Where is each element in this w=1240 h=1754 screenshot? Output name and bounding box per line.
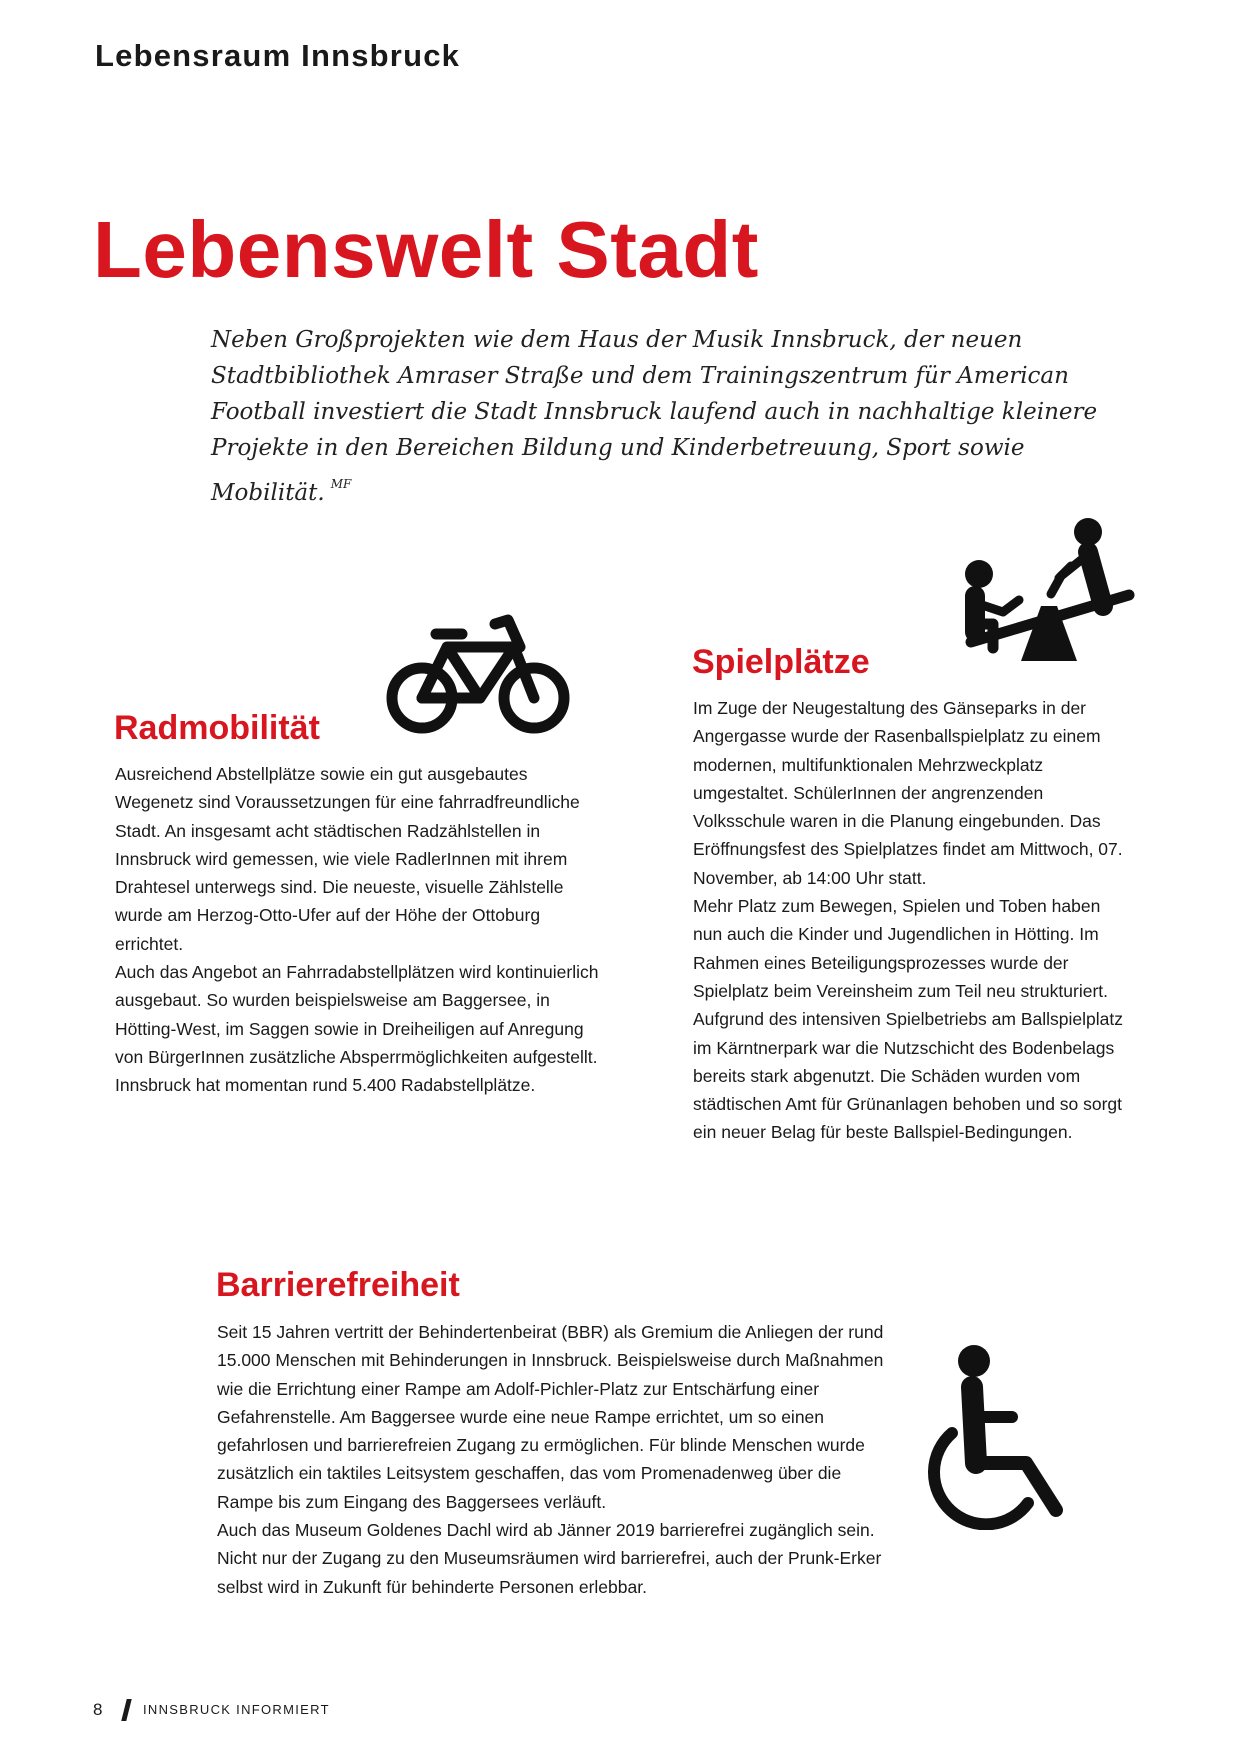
bicycle-icon (384, 612, 574, 738)
wheelchair-icon (924, 1345, 1074, 1530)
paragraph: Auch das Angebot an Fahrradabstellplätzen wird kontinuierlich ausgebaut. So wurden beispielsweise am Baggersee, in Hötting-West, im Saggen sowie in Dreiheiligen auf Anregung von BürgerInnen zusätzliche Absperrmöglichkeiten aufgestellt. Innsbruck hat momentan rund 5.400 Radabstellplätze. (115, 962, 599, 1096)
lead-paragraph (211, 322, 1171, 511)
barrierefreiheit-text (217, 1318, 887, 1601)
spielplaetze-heading: Spielplätze (692, 643, 870, 681)
paragraph: Aufgrund des intensiven Spielbetriebs am Ballspielplatz im Kärntnerpark war die Nutzschicht des Bodenbelags bereits stark abgenutzt. Die Schäden wurden vom städtischen Amt für Grünanlagen behoben und so sorgt ein neuer Belag für beste Ballspiel-Bedingungen. (693, 1009, 1123, 1143)
barrierefreiheit-heading: Barrierefreiheit (216, 1266, 460, 1304)
page-title: Lebenswelt Stadt (93, 205, 759, 294)
section-label: Lebensraum Innsbruck (95, 38, 461, 73)
publication-name: INNSBRUCK INFORMIERT (143, 1702, 330, 1717)
author-initials: MF (330, 477, 352, 491)
paragraph: Mehr Platz zum Bewegen, Spielen und Toben haben nun auch die Kinder und Jugendlichen in Hötting. Im Rahmen eines Beteiligungsprozesses wurde der Spielplatz beim Vereinsheim zum Teil neu strukturiert. (693, 896, 1109, 1001)
spielplaetze-text (693, 694, 1133, 1147)
paragraph: Ausreichend Abstellplätze sowie ein gut ausgebautes Wegenetz sind Voraussetzungen für eine fahrradfreundliche Stadt. An insgesamt acht städtischen Radzählstellen in Innsbruck wird gemessen, wie viele RadlerInnen mit ihrem Drahtesel unterwegs sind. Die neueste, visuelle Zählstelle wurde am Herzog-Otto-Ufer auf der Höhe der Ottoburg errichtet. (115, 764, 580, 954)
paragraph: Seit 15 Jahren vertritt der Behindertenbeirat (BBR) als Gremium die Anliegen der rund 15.000 Menschen mit Behinderungen in Innsbruck. Beispielsweise durch Maßnahmen wie die Errichtung einer Rampe am Adolf-Pichler-Platz zur Entschärfung einer Gefahrenstelle. Am Baggersee wurde eine neue Rampe errichtet, um so einen gefahrlosen und barrierefreien Zugang zu ermöglichen. Für blinde Menschen wurde zusätzlich ein taktiles Leitsystem geschaffen, das vom Promenadenweg über die Rampe bis zum Eingang des Baggersees verläuft. (217, 1322, 884, 1512)
lead-text: Neben Großprojekten wie dem Haus der Musik Innsbruck, der neuen Stadtbibliothek Amraser Straße und dem Trainingszentrum für American Football investiert die Stadt Innsbruck laufend auch in nachhaltige kleinere Projekte in den Bereichen Bildung und Kinderbetreuung, Sport sowie Mobilität. (211, 327, 1098, 506)
radmobilitaet-text (115, 760, 605, 1100)
seesaw-icon (955, 518, 1135, 666)
paragraph: Im Zuge der Neugestaltung des Gänseparks in der Angergasse wurde der Rasenballspielplatz zu einem modernen, multifunktionalen Mehrzweckplatz umgestaltet. SchülerInnen der angrenzenden Volksschule waren in die Planung eingebunden. Das Eröffnungsfest des Spielplatzes findet am Mittwoch, 07. November, ab 14:00 Uhr statt. (693, 698, 1123, 888)
paragraph: Auch das Museum Goldenes Dachl wird ab Jänner 2019 barrierefrei zugänglich sein. Nicht nur der Zugang zu den Museumsräumen wird barrierefrei, auch der Prunk-Erker selbst wird in Zukunft für behinderte Personen erlebbar. (217, 1520, 882, 1597)
footer-divider (121, 1699, 131, 1721)
page-number: 8 (93, 1700, 103, 1719)
radmobilitaet-heading: Radmobilität (114, 709, 320, 747)
